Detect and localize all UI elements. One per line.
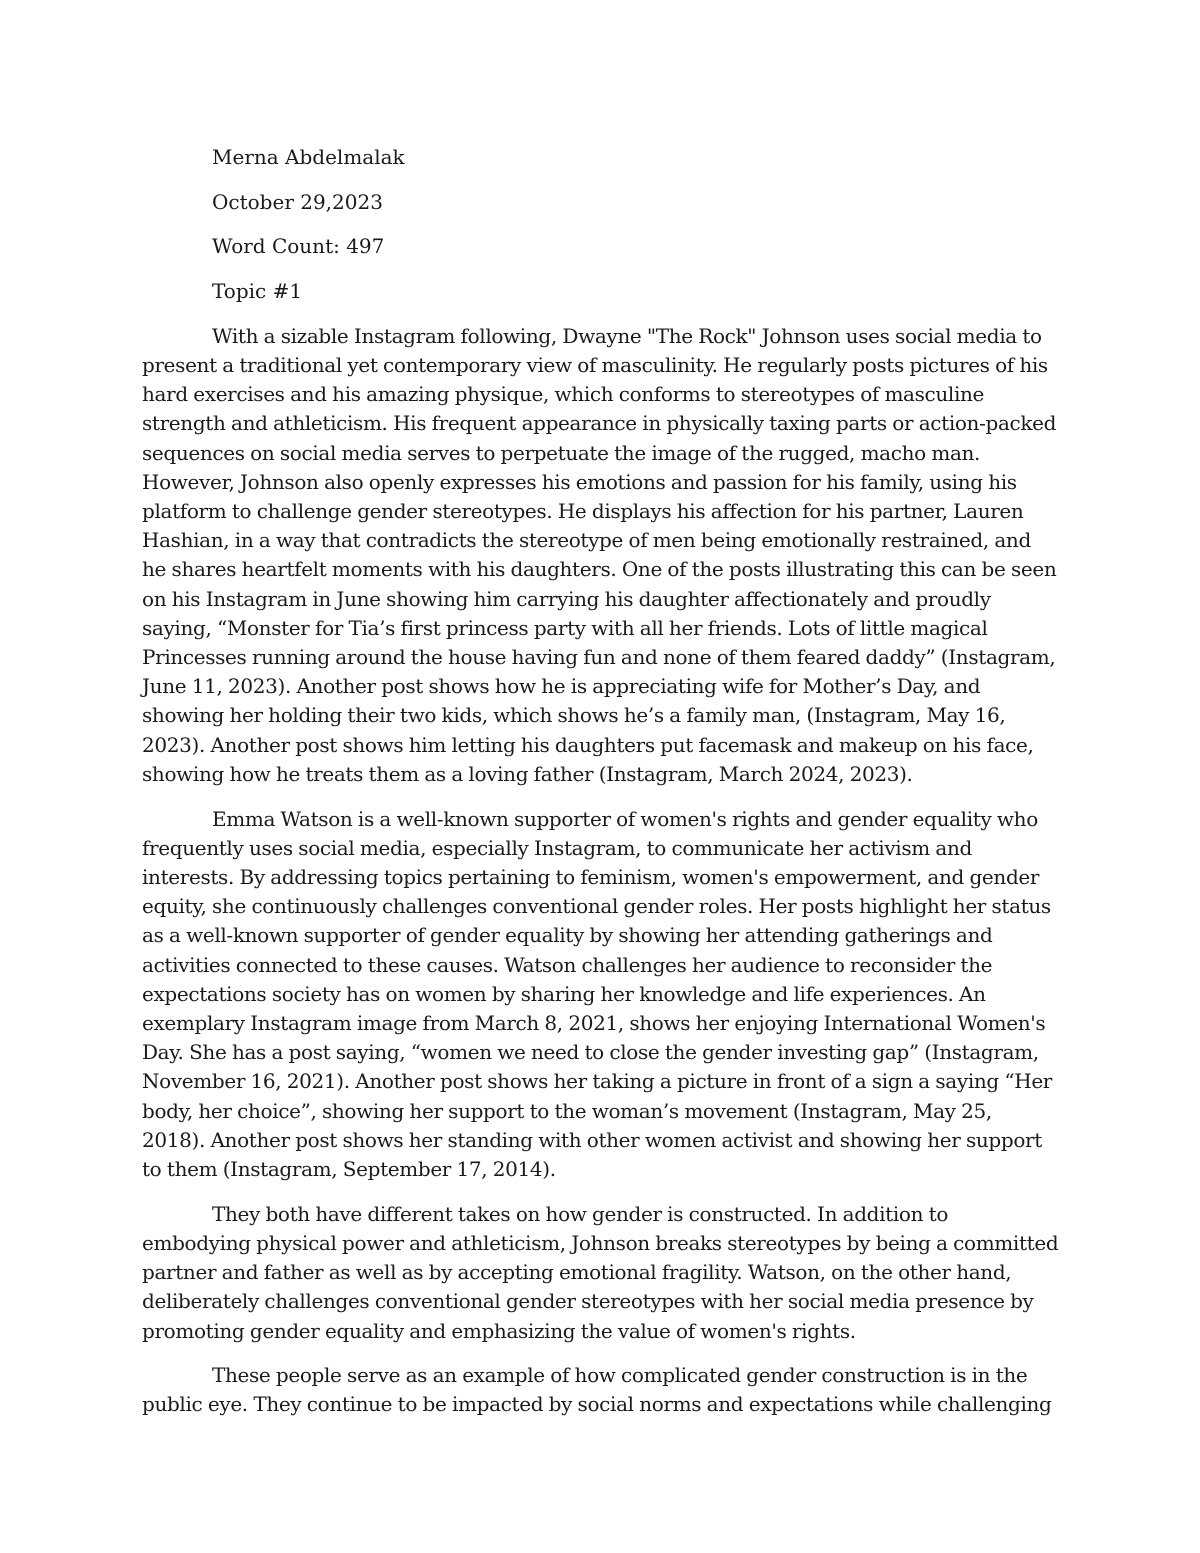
paragraph-conclusion: These people serve as an example of how complicated gender construction is in the public eye. They continue to be impacted by social norms and expectations while challenging	[142, 1363, 1052, 1417]
document-date: October 29,2023	[212, 189, 383, 214]
author-name: Merna Abdelmalak	[212, 145, 405, 169]
word-count: Word Count: 497	[212, 234, 385, 259]
paragraph-watson: Emma Watson is a well-known supporter of women's rights and gender equality who frequently uses social media, especially Instagram, to communicate her activism and interests. By addressing topics pertaining to feminism, women's empowerment, and gender equity, she continuously challenges conventional gender roles. Her posts highlight her status as a well-known supporter of gender equality by showing her attending gatherings and activities connected to these causes. Watson challenges her audience to reconsider the expectations society has on women by sharing her knowledge and life experiences. An exemplary Instagram image from March 8, 2021, shows her enjoying International Women's Day. She has a post saying, “women we need to close the gender investing gap” (Instagram, November 16, 2021). Another post shows her taking a picture in front of a sign a saying “Her body, her choice”, showing her support to the woman’s movement (Instagram, May 25, 2018). Another post shows her standing with other women activist and showing her support to them (Instagram, September 17, 2014).	[142, 806, 1053, 1181]
topic-label: Topic #1	[212, 279, 303, 304]
paragraph-comparison: They both have different takes on how gender is constructed. In addition to embodying physical power and athleticism, Johnson breaks stereotypes by being a committed partner and father as well as by accepting emotional fragility. Watson, on the other hand, deliberately challenges conventional gender stereotypes with her social media presence by promoting gender equality and emphasizing the value of women's rights.	[142, 1201, 1059, 1343]
document-body	[142, 143, 1060, 1435]
paragraph-johnson: With a sizable Instagram following, Dwayne "The Rock" Johnson uses social media to present a traditional yet contemporary view of masculinity. He regularly posts pictures of his hard exercises and his amazing physique, which conforms to stereotypes of masculine strength and athleticism. His frequent appearance in physically taxing parts or action-packed sequences on social media serves to perpetuate the image of the rugged, macho man. However, Johnson also openly expresses his emotions and passion for his family, using his platform to challenge gender stereotypes. He displays his affection for his partner, Lauren Hashian, in a way that contradicts the stereotype of men being emotionally restrained, and he shares heartfelt moments with his daughters. One of the posts illustrating this can be seen on his Instagram in June showing him carrying his daughter affectionately and proudly saying, “Monster for Tia’s first princess party with all her friends. Lots of little magical Princesses running around the house having fun and none of them feared daddy” (Instagram, June 11, 2023). Another post shows how he is appreciating wife for Mother’s Day, and showing her holding their two kids, which shows he’s a family man, (Instagram, May 16, 2023). Another post shows him letting his daughters put facemask and makeup on his face, showing how he treats them as a loving father (Instagram, March 2024, 2023).	[142, 323, 1057, 786]
